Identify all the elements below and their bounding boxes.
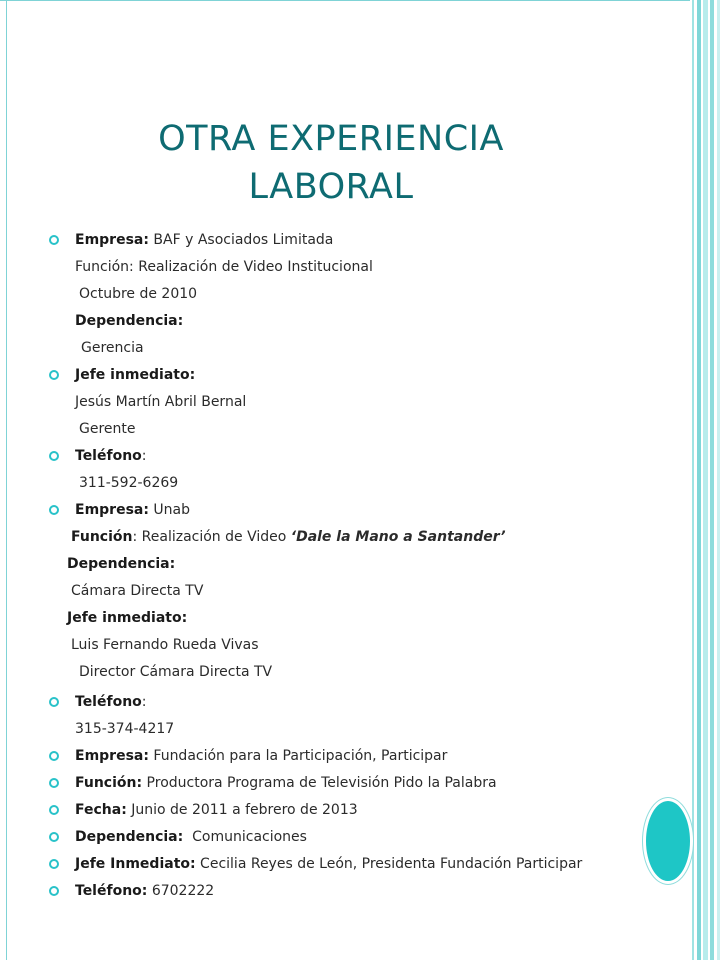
entry-text bbox=[71, 634, 259, 656]
entry-value: Luis Fernando Rueda Vivas bbox=[71, 637, 259, 653]
bullet-icon bbox=[49, 832, 59, 842]
bullet-icon bbox=[49, 505, 59, 515]
decorative-oval bbox=[643, 798, 693, 884]
bullet-icon bbox=[49, 451, 59, 461]
entry-label: Función: bbox=[75, 775, 143, 791]
entry-text bbox=[75, 391, 246, 413]
entry-value: Productora Programa de Televisión Pido la Palabra bbox=[142, 775, 497, 791]
entry-value: Unab bbox=[148, 502, 190, 518]
entry-value: Gerente bbox=[79, 421, 136, 437]
entry-label: Teléfono: bbox=[75, 883, 148, 899]
entry-label: Teléfono bbox=[75, 694, 142, 710]
entry-value: Gerencia bbox=[81, 340, 144, 356]
entry-text bbox=[75, 772, 497, 794]
entry-value: Comunicaciones bbox=[183, 829, 307, 845]
entry-text bbox=[75, 799, 358, 821]
bullet-icon bbox=[49, 859, 59, 869]
frame-top-line bbox=[0, 0, 690, 1]
title-line-1: OTRA EXPERIENCIA bbox=[158, 119, 504, 160]
entry-text bbox=[75, 880, 214, 902]
title-line-2: LABORAL bbox=[248, 167, 414, 208]
decorative-stripes bbox=[690, 0, 720, 960]
entry-value: Cámara Directa TV bbox=[71, 583, 204, 599]
entry-label: Dependencia: bbox=[75, 829, 184, 845]
entry-label: Fecha: bbox=[75, 802, 127, 818]
entry-text bbox=[75, 310, 183, 332]
entry-text bbox=[75, 718, 174, 740]
entry-label: Jefe Inmediato: bbox=[75, 856, 196, 872]
entry-text bbox=[71, 526, 506, 548]
entry-text bbox=[79, 661, 272, 683]
entry-text bbox=[67, 553, 175, 575]
entry-text bbox=[75, 826, 307, 848]
bullet-icon bbox=[49, 370, 59, 380]
entry-label: Teléfono bbox=[75, 448, 142, 464]
entry-text bbox=[75, 229, 333, 251]
entry-value: : bbox=[141, 448, 147, 464]
entry-text bbox=[75, 691, 147, 713]
entry-label: Dependencia: bbox=[67, 556, 176, 572]
bullet-icon bbox=[49, 805, 59, 815]
entry-label: Dependencia: bbox=[75, 313, 184, 329]
entry-text bbox=[79, 472, 178, 494]
entry-value: Jesús Martín Abril Bernal bbox=[75, 394, 247, 410]
entry-text bbox=[71, 580, 203, 602]
entry-text bbox=[79, 418, 136, 440]
entry-label: Jefe inmediato: bbox=[75, 367, 196, 383]
entry-value: Fundación para la Participación, Participar bbox=[148, 748, 448, 764]
entry-value: Director Cámara Directa TV bbox=[79, 664, 273, 680]
entry-text bbox=[75, 499, 190, 521]
entry-text bbox=[79, 283, 197, 305]
entry-label: Empresa: bbox=[75, 232, 149, 248]
entry-text bbox=[75, 853, 582, 875]
entry-value: : Realización de Video bbox=[132, 529, 291, 545]
entry-text bbox=[75, 445, 147, 467]
entry-label: Jefe inmediato: bbox=[67, 610, 188, 626]
page-title bbox=[0, 115, 662, 211]
bullet-icon bbox=[49, 235, 59, 245]
entry-italic-title: ‘Dale la Mano a Santander’ bbox=[290, 529, 506, 545]
entry-value: Función: Realización de Video Institucional bbox=[75, 259, 373, 275]
entry-value: 315-374-4217 bbox=[75, 721, 175, 737]
bullet-icon bbox=[49, 751, 59, 761]
bullet-icon bbox=[49, 697, 59, 707]
entry-text bbox=[75, 364, 195, 386]
bullet-icon bbox=[49, 778, 59, 788]
entry-label: Empresa: bbox=[75, 502, 149, 518]
entry-text bbox=[67, 607, 187, 629]
entry-value: Cecilia Reyes de León, Presidenta Fundación Participar bbox=[195, 856, 583, 872]
entry-value: BAF y Asociados Limitada bbox=[148, 232, 334, 248]
entry-label: Función bbox=[71, 529, 133, 545]
entry-value: Octubre de 2010 bbox=[79, 286, 198, 302]
entry-value: 6702222 bbox=[147, 883, 215, 899]
entry-text bbox=[75, 745, 447, 767]
entry-value: Junio de 2011 a febrero de 2013 bbox=[126, 802, 358, 818]
entry-label: Empresa: bbox=[75, 748, 149, 764]
entry-value: 311-592-6269 bbox=[79, 475, 179, 491]
entry-text bbox=[81, 337, 144, 359]
bullet-icon bbox=[49, 886, 59, 896]
entry-text bbox=[75, 256, 373, 278]
entry-value: : bbox=[141, 694, 147, 710]
